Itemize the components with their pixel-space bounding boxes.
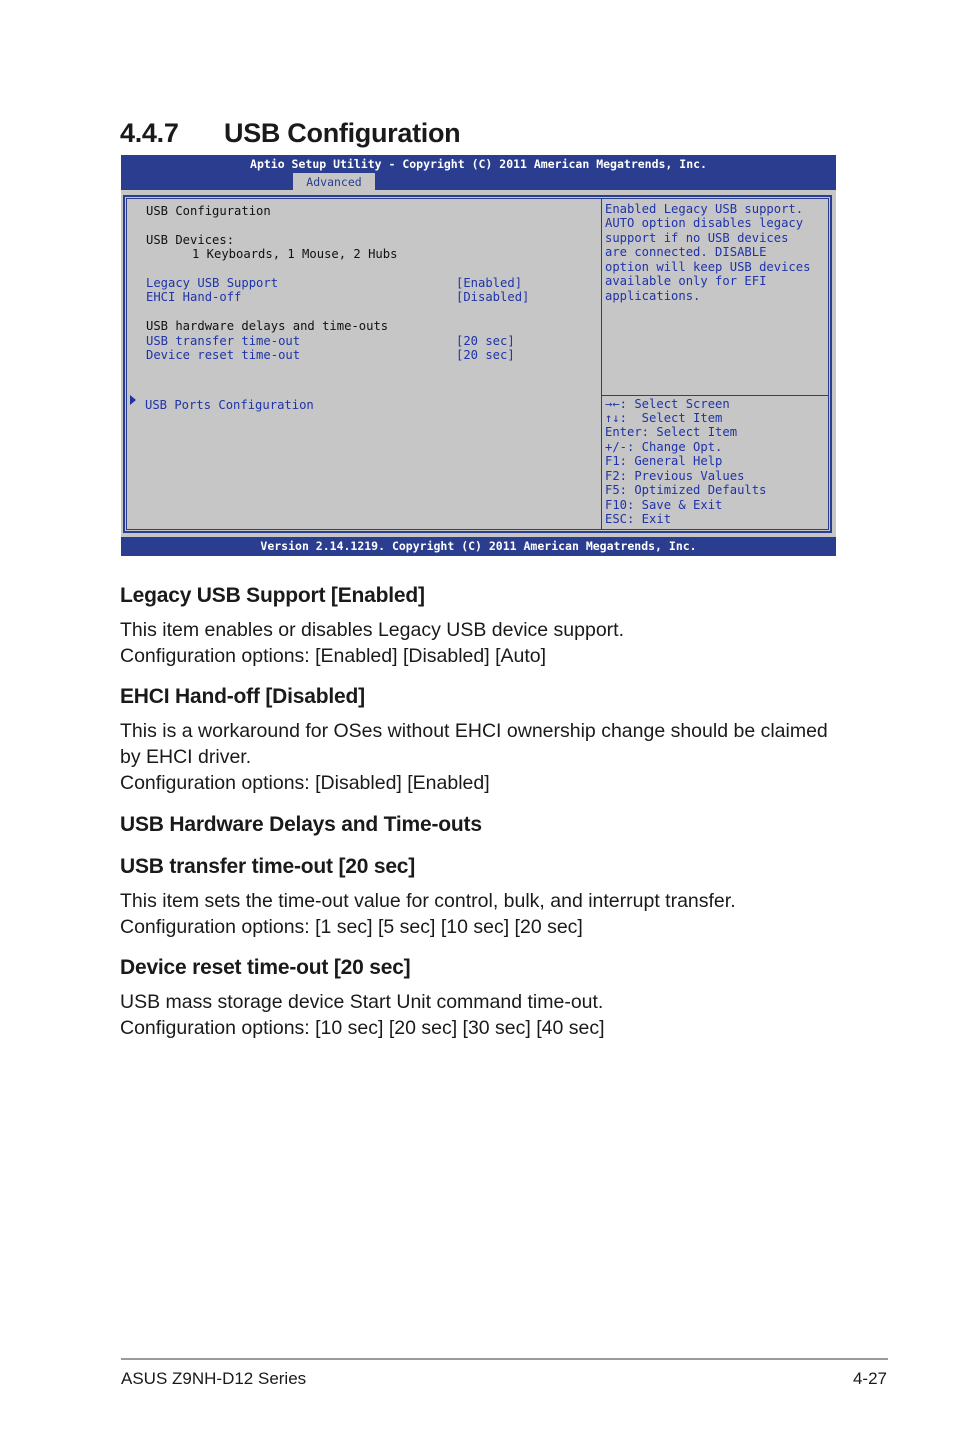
transfer-timeout-description: This item sets the time-out value for control, bulk, and interrupt transfer. bbox=[120, 890, 736, 912]
help-line: support if no USB devices bbox=[605, 231, 789, 245]
key-legend-line: →←: Select Screen bbox=[605, 397, 730, 411]
bios-header bbox=[121, 155, 836, 190]
key-legend-line: ESC: Exit bbox=[605, 512, 672, 526]
ehci-hand-off-value: [Disabled] bbox=[456, 290, 530, 304]
legacy-usb-description: This item enables or disables Legacy USB device support. bbox=[120, 619, 625, 641]
usb-transfer-timeout-value: [20 sec] bbox=[456, 334, 515, 348]
key-legend-line: F5: Optimized Defaults bbox=[605, 483, 767, 497]
legacy-usb-support-label: Legacy USB Support bbox=[146, 276, 279, 290]
section-number: 4.4.7 bbox=[120, 118, 179, 148]
usb-devices-value: 1 Keyboards, 1 Mouse, 2 Hubs bbox=[192, 247, 398, 261]
help-divider bbox=[601, 198, 602, 530]
legacy-usb-heading: Legacy USB Support [Enabled] bbox=[120, 584, 425, 607]
usb-delays-heading: USB hardware delays and time-outs bbox=[146, 319, 389, 333]
submenu-arrow-icon bbox=[130, 395, 136, 405]
reset-timeout-options: Configuration options: [10 sec] [20 sec] [30 sec] [40 sec] bbox=[120, 1017, 605, 1039]
help-line: AUTO option disables legacy bbox=[605, 216, 804, 230]
ehci-options: Configuration options: [Disabled] [Enabled] bbox=[120, 772, 490, 794]
legacy-usb-options: Configuration options: [Enabled] [Disabled] [Auto] bbox=[120, 645, 547, 667]
device-reset-timeout-value: [20 sec] bbox=[456, 348, 515, 362]
bios-screenshot bbox=[121, 155, 836, 556]
key-legend-line: F1: General Help bbox=[605, 454, 723, 468]
ehci-description-1: This is a workaround for OSes without EHCI ownership change should be claimed bbox=[120, 720, 828, 742]
key-legend-line: ↑↓: Select Item bbox=[605, 411, 723, 425]
ehci-description-2: by EHCI driver. bbox=[120, 746, 252, 768]
bios-footer-version: Version 2.14.1219. Copyright (C) 2011 American Megatrends, Inc. bbox=[121, 537, 836, 556]
footer-product-name: ASUS Z9NH-D12 Series bbox=[121, 1369, 307, 1388]
reset-timeout-heading: Device reset time-out [20 sec] bbox=[120, 956, 411, 979]
section-title bbox=[120, 118, 460, 149]
bios-main-panel bbox=[121, 190, 836, 537]
help-line: Enabled Legacy USB support. bbox=[605, 202, 804, 216]
help-line: option will keep USB devices bbox=[605, 260, 811, 274]
help-separator bbox=[601, 395, 829, 396]
key-legend-line: F10: Save & Exit bbox=[605, 498, 723, 512]
ehci-heading: EHCI Hand-off [Disabled] bbox=[120, 685, 365, 708]
section-title-text: USB Configuration bbox=[224, 118, 461, 148]
transfer-timeout-options: Configuration options: [1 sec] [5 sec] [10 sec] [20 sec] bbox=[120, 916, 583, 938]
reset-timeout-description: USB mass storage device Start Unit command time-out. bbox=[120, 991, 604, 1013]
footer-rule bbox=[121, 1358, 888, 1360]
usb-ports-configuration-label: USB Ports Configuration bbox=[145, 398, 314, 412]
transfer-timeout-heading: USB transfer time-out [20 sec] bbox=[120, 855, 416, 878]
key-legend-line: +/-: Change Opt. bbox=[605, 440, 723, 454]
help-line: available only for EFI bbox=[605, 274, 767, 288]
key-legend-line: F2: Previous Values bbox=[605, 469, 745, 483]
bios-header-title: Aptio Setup Utility - Copyright (C) 2011 American Megatrends, Inc. bbox=[250, 157, 707, 171]
help-line: applications. bbox=[605, 289, 701, 303]
help-line: are connected. DISABLE bbox=[605, 245, 767, 259]
ehci-hand-off-label: EHCI Hand-off bbox=[146, 290, 242, 304]
legacy-usb-support-value: [Enabled] bbox=[456, 276, 523, 290]
footer-page-number: 4-27 bbox=[852, 1369, 887, 1388]
tab-advanced[interactable]: Advanced bbox=[293, 173, 375, 190]
key-legend-line: Enter: Select Item bbox=[605, 425, 738, 439]
usb-transfer-timeout-label: USB transfer time-out bbox=[146, 334, 301, 348]
bios-page-heading: USB Configuration bbox=[146, 204, 271, 218]
usb-delays-doc-heading: USB Hardware Delays and Time-outs bbox=[120, 813, 482, 836]
device-reset-timeout-label: Device reset time-out bbox=[146, 348, 301, 362]
usb-devices-label: USB Devices: bbox=[146, 233, 235, 247]
